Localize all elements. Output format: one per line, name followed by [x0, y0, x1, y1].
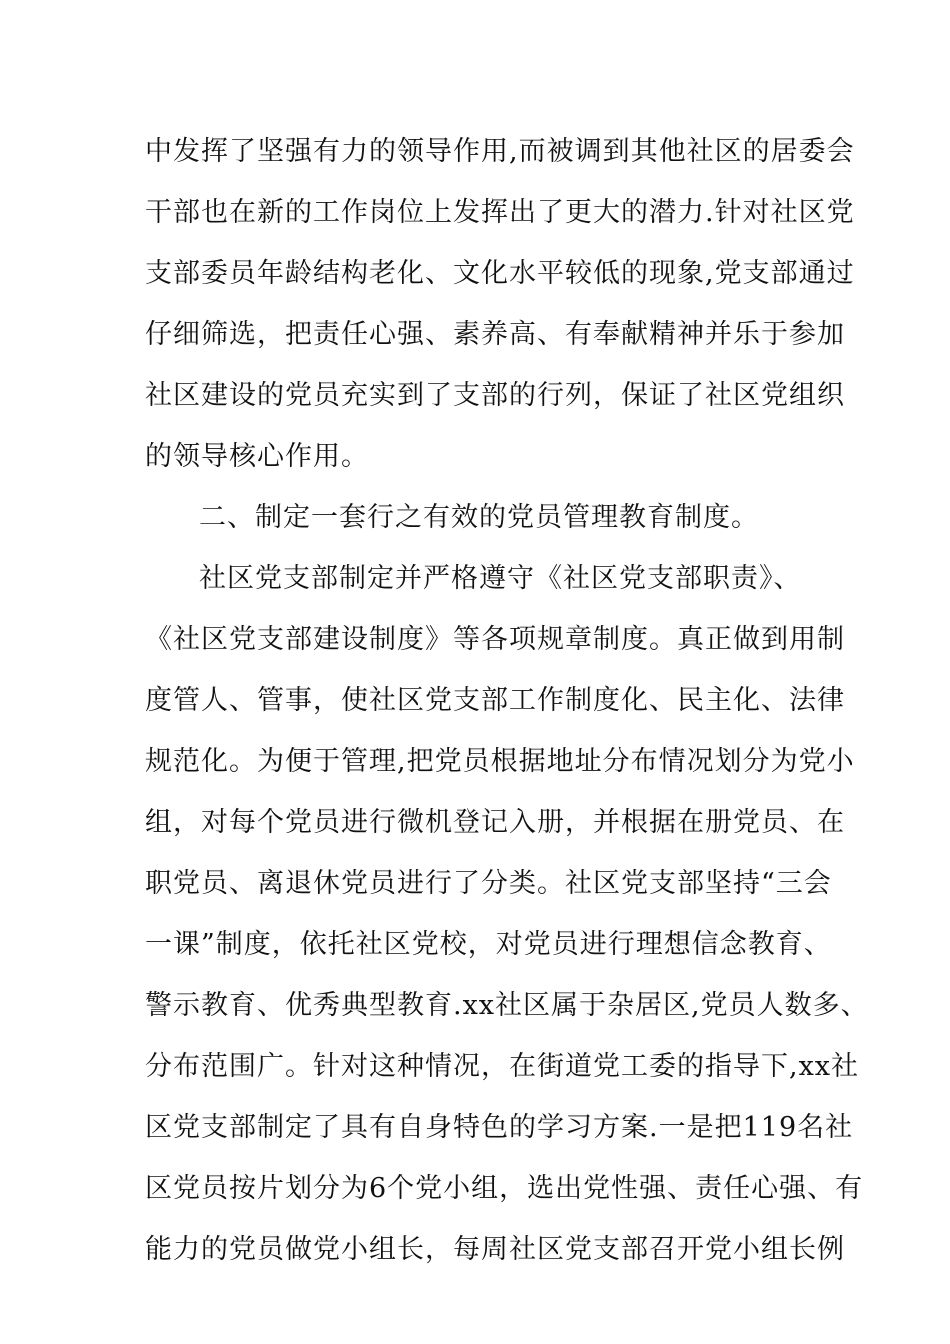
text-line: 干部也在新的工作岗位上发挥出了更大的潜力.针对社区党 — [145, 197, 855, 228]
text-line: 中发挥了坚强有力的领导作用,而被调到其他社区的居委会 — [145, 136, 855, 167]
text-line: 规范化。为便于管理,把党员根据地址分布情况划分为党小 — [145, 746, 855, 777]
text-line: 区党支部制定了具有自身特色的学习方案.一是把119名社 — [145, 1112, 854, 1143]
text-line: 支部委员年龄结构老化、文化水平较低的现象,党支部通过 — [145, 258, 855, 289]
text-line: 度管人、管事，使社区党支部工作制度化、民主化、法律 — [145, 685, 845, 716]
text-line: 仔细筛选，把责任心强、素养高、有奉献精神并乐于参加 — [145, 319, 845, 350]
text-line: 社区党支部制定并严格遵守《社区党支部职责》、 — [199, 563, 802, 594]
text-line: 分布范围广。针对这种情况，在街道党工委的指导下,xx社 — [145, 1051, 860, 1082]
text-line: 区党员按片划分为6个党小组，选出党性强、责任心强、有 — [145, 1173, 864, 1204]
text-line: 的领导核心作用。 — [145, 441, 369, 472]
text-line: 职党员、离退休党员进行了分类。社区党支部坚持“三会 — [145, 868, 832, 899]
text-line: 社区建设的党员充实到了支部的行列，保证了社区党组织 — [145, 380, 845, 411]
text-line: 警示教育、优秀典型教育.xx社区属于杂居区,党员人数多、 — [145, 990, 869, 1021]
section-heading: 二、制定一套行之有效的党员管理教育制度。 — [199, 502, 759, 533]
text-line: 一课”制度，依托社区党校，对党员进行理想信念教育、 — [145, 929, 832, 960]
text-line: 《社区党支部建设制度》等各项规章制度。真正做到用制 — [145, 624, 845, 655]
text-line: 能力的党员做党小组长，每周社区党支部召开党小组长例 — [145, 1234, 845, 1265]
body-text — [145, 128, 869, 1274]
text-line: 组，对每个党员进行微机登记入册，并根据在册党员、在 — [145, 807, 845, 838]
